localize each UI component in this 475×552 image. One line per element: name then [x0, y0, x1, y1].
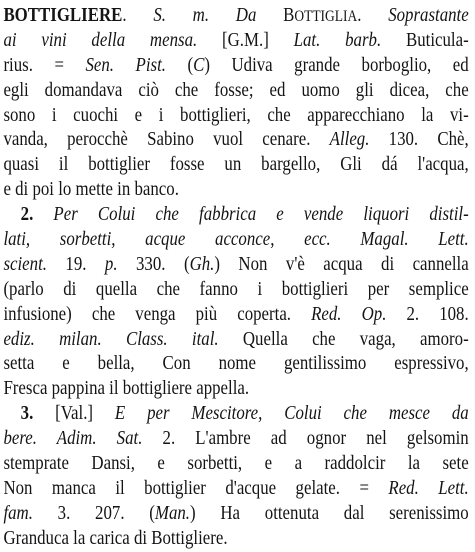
entry-text: rius. = [3, 54, 86, 76]
italic-text: Red. Op. [311, 303, 387, 325]
entry-line [3, 253, 468, 278]
headword-or-sense-number: BOTTIGLIERE [3, 5, 123, 26]
entry-line [3, 79, 468, 104]
entry-line [3, 4, 468, 29]
entry-line [3, 502, 468, 527]
entry-line [3, 402, 468, 427]
italic-text: Man. [154, 502, 191, 524]
italic-text: fam. [3, 502, 33, 524]
italic-text: ediz. milan. Class. ital. [3, 328, 219, 350]
entry-text: egli domandava ciò che fosse; ed uomo gli dicea, che [3, 79, 469, 101]
entry-line [3, 54, 468, 79]
entry-line [3, 153, 468, 178]
entry-text: Fresca pappina il bottigliere appella. [3, 378, 250, 400]
entry-line [3, 452, 468, 477]
entry-text: vanda, perocchè Sabino vuol cenare. [3, 129, 330, 151]
entry-text: . [122, 5, 154, 26]
italic-text: Gh. [189, 253, 215, 275]
italic-text: S. m. Da [153, 5, 257, 26]
entry-text: setta e bella, Con nome gentilissimo espressivo, [3, 353, 469, 375]
entry-line [3, 303, 468, 328]
entry-text: stemprate Dansi, e sorbetti, e a raddolcir la sete [3, 453, 469, 475]
italic-text: C [193, 54, 205, 76]
headword-or-sense-number: 3. [20, 403, 56, 425]
entry-text: ) Udiva grande borboglio, ed [204, 54, 469, 76]
entry-line [3, 328, 468, 353]
entry-text: ) Non v'è acqua di cannella [214, 253, 469, 275]
entry-line [3, 278, 468, 303]
italic-text: scient. [3, 253, 47, 275]
dictionary-entry-bottigliere [3, 4, 468, 552]
entry-text: Granduca la carica di Bottigliere. [3, 527, 228, 549]
entry-text: e di poi lo mette in banco. [3, 179, 179, 201]
entry-text: 130. Chè, [369, 129, 469, 151]
entry-text: ) Ha ottenuta dal serenissimo [190, 502, 469, 524]
entry-line [3, 128, 468, 153]
entry-text: ( [165, 54, 194, 76]
entry-text: [Val.] [55, 403, 115, 425]
entry-text: quasi il bottiglier fosse un bargello, Gli dá l'acqua, [3, 154, 469, 176]
entry-line [3, 228, 468, 253]
italic-text: Per Colui che fabbrica e vende liquori distil- [53, 204, 469, 226]
entry-line [3, 203, 468, 228]
entry-text: Quella che vaga, amoro- [218, 328, 469, 350]
entry-line [3, 427, 468, 452]
headword-or-sense-number: 2. [20, 204, 54, 226]
entry-line [3, 178, 468, 203]
entry-line [3, 29, 468, 54]
entry-text: 3. 207. ( [32, 502, 155, 524]
entry-text: OTTIGLIA [294, 8, 358, 25]
entry-line [3, 477, 468, 502]
italic-text: ai vini della mensa. [3, 29, 198, 51]
italic-text: Sen. Pist. [85, 54, 166, 76]
entry-text: 19. [46, 253, 105, 275]
entry-line [3, 352, 468, 377]
entry-text: 2. 108. [386, 303, 469, 325]
italic-text: Lat. barb. [293, 29, 382, 51]
entry-text: 330. ( [117, 253, 190, 275]
entry-text: 2. L'ambre ad ognor nel gelsomin [142, 428, 469, 450]
entry-text: Non manca il bottiglier d'acque gelate. = [3, 477, 389, 499]
italic-text: Alleg. [329, 129, 370, 151]
entry-text: [G.M.] [197, 29, 294, 51]
italic-text: Soprastante [388, 5, 469, 26]
entry-line [3, 377, 468, 402]
entry-line [3, 104, 468, 129]
italic-text: p. [104, 253, 118, 275]
entry-text: Buticula- [381, 29, 469, 51]
entry-text: (parlo di quella che fanno i bottiglieri per semplice [3, 278, 469, 300]
entry-line [3, 527, 468, 552]
entry-text: B [256, 5, 295, 26]
entry-text: . [357, 5, 389, 26]
entry-text: infusione) che venga più coperta. [3, 303, 312, 325]
italic-text: E per Mescitore, Colui che mesce da [114, 403, 469, 425]
italic-text: bere. Adim. Sat. [3, 428, 143, 450]
italic-text: Red. Lett. [388, 477, 469, 499]
italic-text: lati, sorbetti, acque acconce, ecc. Magal. Lett. [3, 229, 469, 251]
entry-text: sono i cuochi e i bottiglieri, che apparecchiano la vi- [3, 104, 469, 126]
